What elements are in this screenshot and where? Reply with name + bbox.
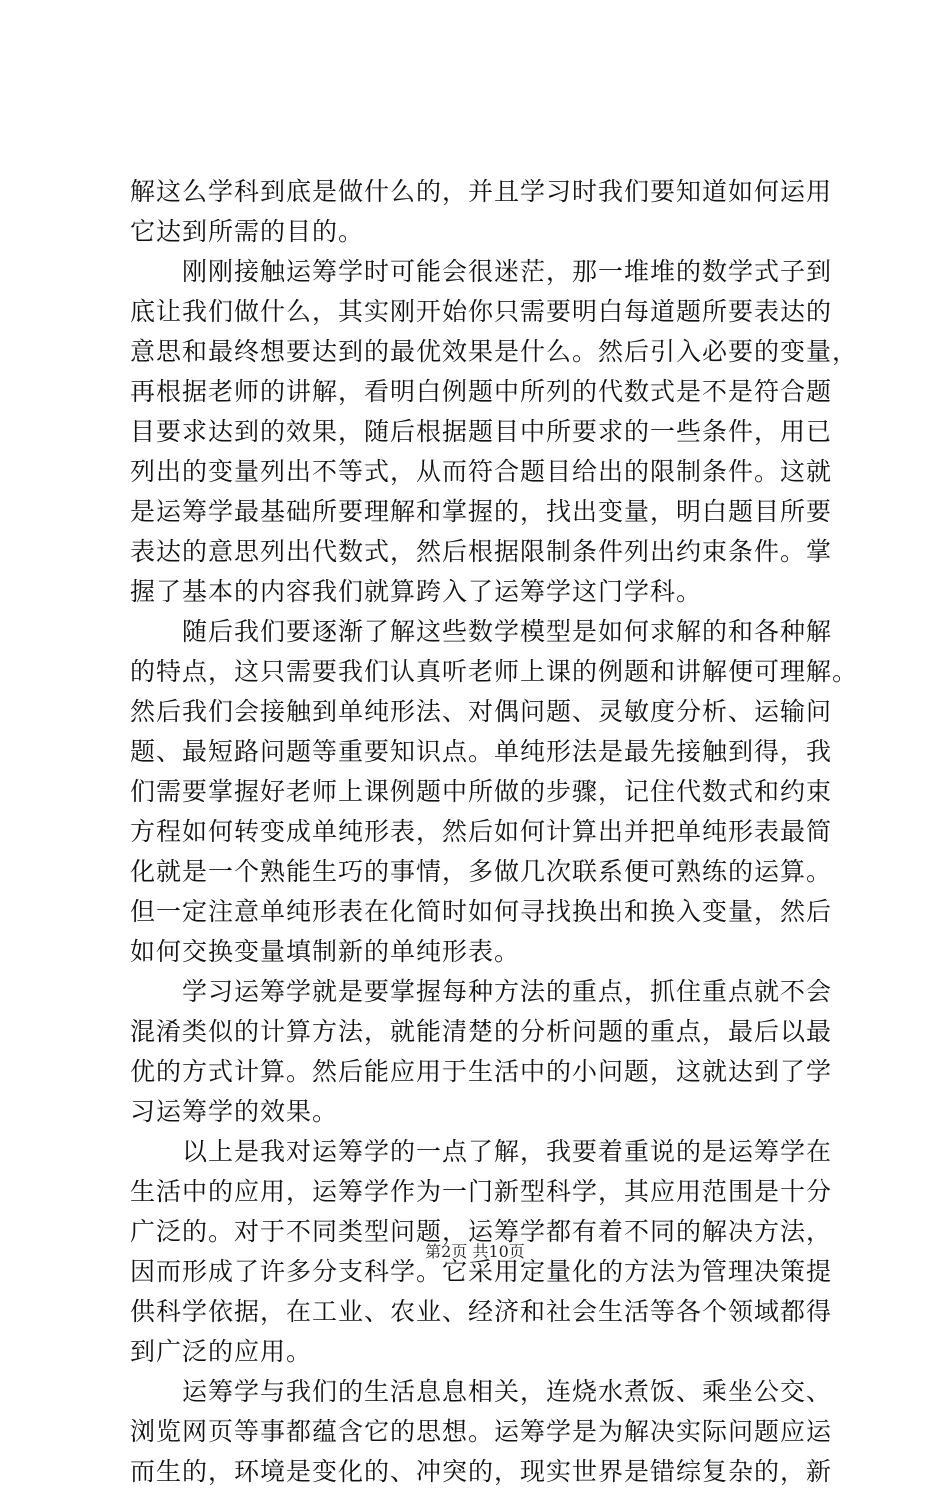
text-line: 优的方式计算。然后能应用于生活中的小问题，这就达到了学 — [130, 1057, 833, 1086]
text-line: 因而形成了许多分支科学。它采用定量化的方法为管理决策提 — [130, 1257, 833, 1286]
text-line: 解这么学科到底是做什么的，并且学习时我们要知道如何运用 — [130, 177, 833, 206]
text-line: 们需要掌握好老师上课例题中所做的步骤，记住代数式和约束 — [130, 777, 833, 806]
text-line: 再根据老师的讲解，看明白例题中所列的代数式是不是符合题 — [130, 377, 833, 406]
text-line: 浏览网页等事都蕴含它的思想。运筹学是为解决实际问题应运 — [130, 1417, 833, 1446]
text-line: 广泛的。对于不同类型问题，运筹学都有着不同的解决方法， — [130, 1217, 833, 1246]
text-line: 供科学依据，在工业、农业、经济和社会生活等各个领域都得 — [130, 1297, 833, 1326]
text-line: 但一定注意单纯形表在化简时如何寻找换出和换入变量，然后 — [130, 897, 833, 926]
text-line: 表达的意思列出代数式，然后根据限制条件列出约束条件。掌 — [130, 537, 833, 566]
text-line: 它达到所需的目的。 — [130, 217, 365, 246]
text-line: 的特点，这只需要我们认真听老师上课的例题和讲解便可理解。 — [130, 657, 859, 686]
text-line: 题、最短路问题等重要知识点。单纯形法是最先接触到得，我 — [130, 737, 833, 766]
text-line: 习运筹学的效果。 — [130, 1097, 339, 1126]
text-line: 到广泛的应用。 — [130, 1337, 313, 1366]
text-line: 然后我们会接触到单纯形法、对偶问题、灵敏度分析、运输问 — [130, 697, 833, 726]
text-line: 混淆类似的计算方法，就能清楚的分析问题的重点，最后以最 — [130, 1017, 833, 1046]
text-line: 运筹学与我们的生活息息相关，连烧水煮饭、乘坐公交、 — [182, 1377, 833, 1406]
text-line: 方程如何转变成单纯形表，然后如何计算出并把单纯形表最简 — [130, 817, 833, 846]
text-line: 目要求达到的效果，随后根据题目中所要求的一些条件，用已 — [130, 417, 833, 446]
document-body — [130, 172, 859, 1492]
text-line: 化就是一个熟能生巧的事情，多做几次联系便可熟练的运算。 — [130, 857, 833, 886]
text-line: 如何交换变量填制新的单纯形表。 — [130, 937, 521, 966]
text-line: 刚刚接触运筹学时可能会很迷茫，那一堆堆的数学式子到 — [182, 257, 833, 286]
text-line: 意思和最终想要达到的最优效果是什么。然后引入必要的变量， — [130, 337, 859, 366]
text-line: 而生的，环境是变化的、冲突的，现实世界是错综复杂的，新 — [130, 1457, 833, 1486]
text-line: 握了基本的内容我们就算跨入了运筹学这门学科。 — [130, 577, 703, 606]
text-line: 随后我们要逐渐了解这些数学模型是如何求解的和各种解 — [182, 617, 833, 646]
text-line: 是运筹学最基础所要理解和掌握的，找出变量，明白题目所要 — [130, 497, 833, 526]
text-line: 生活中的应用，运筹学作为一门新型科学，其应用范围是十分 — [130, 1177, 833, 1206]
text-line: 以上是我对运筹学的一点了解，我要着重说的是运筹学在 — [182, 1137, 833, 1166]
page-footer: 第2页 共10页 — [425, 1242, 525, 1261]
text-line: 学习运筹学就是要掌握每种方法的重点，抓住重点就不会 — [182, 977, 833, 1006]
text-line: 底让我们做什么，其实刚开始你只需要明白每道题所要表达的 — [130, 297, 833, 326]
text-line: 列出的变量列出不等式，从而符合题目给出的限制条件。这就 — [130, 457, 833, 486]
